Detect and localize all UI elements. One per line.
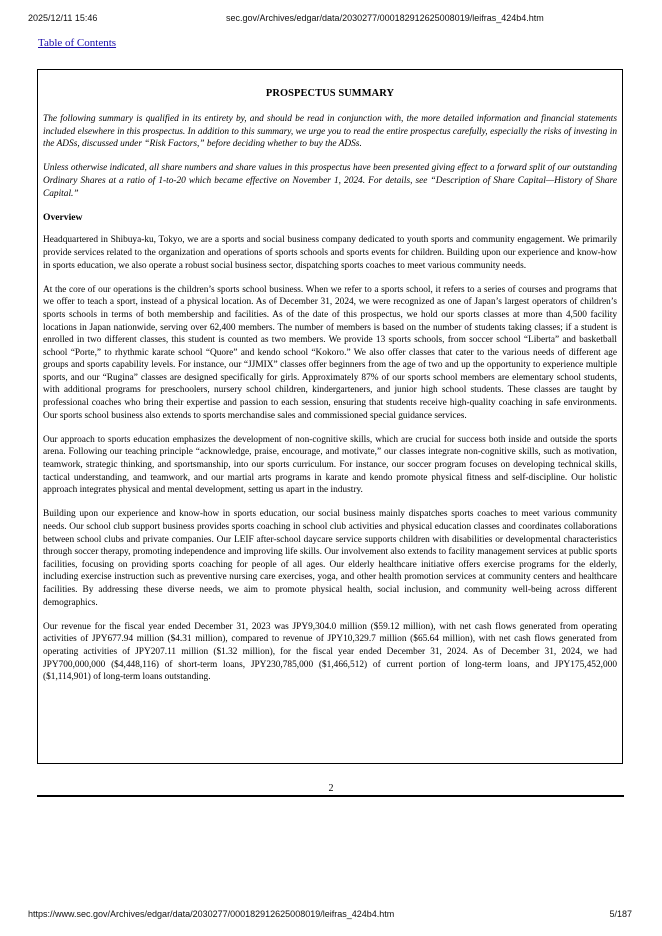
overview-paragraph: At the core of our operations is the children’s sports school business. When we refer to a sports school, it refers to a series of courses and programs that we offer to teach a sport, instead of a physical location. As of December 31, 2024, we were recognized as one of Japan’s largest operators of children’s sports schools in terms of both membership and facilities. As of the date of this prospectus, we hold our sports classes at more than 4,500 facility locations in Japan nationwide, serving over 62,400 members. The number of members is based on the number of students taking classes; if a student is enrolled in two different classes, this student is counted as two members. We provide 13 sports schools, from soccer school “Liberta” and basketball school “Porte,” to rhythmic karate school “Quore” and kendo school “Kokoro.” We also offer classes that cater to the various needs of different age groups and sports capability levels. For instance, our “JJMIX” classes offer beginners from the age of two and up the opportunity to experience multiple sports, and our “Rugina” classes are designed specifically for girls. Approximately 87% of our sports school members are elementary school students, with additional programs for preschoolers, nursery school children, kindergarteners, and junior high school students. These classes are taught by professional coaches who bring their expertise and passion to each session, ensuring that students receive high-quality coaching in safe environments. Our sports school business also extends to sports merchandise sales and commissioned special guidance services. xyxy=(43,284,617,421)
overview-paragraph: Our approach to sports education emphasizes the development of non-cognitive skills, which are crucial for success both inside and outside the sports arena. Following our teaching principle “acknowledge, praise, encourage, and motivate,” our classes integrate non-cognitive skills, such as motivation, teamwork, strategic thinking, and sportsmanship, into our sports curriculum. For instance, our soccer program focuses on developing technical skills, tactical understanding, and teamwork, and our martial arts programs in karate and kendo promote physical fitness and self-discipline. Our holistic approach integrates physical and mental development, setting us apart in the industry. xyxy=(43,434,617,496)
print-footer xyxy=(0,909,662,923)
print-header xyxy=(0,13,662,27)
prospectus-summary-box xyxy=(37,69,623,764)
footer-url: https://www.sec.gov/Archives/edgar/data/2030277/000182912625008019/leifras_424b4.htm xyxy=(28,909,395,919)
section-title: PROSPECTUS SUMMARY xyxy=(265,88,395,99)
overview-paragraph: Headquartered in Shibuya-ku, Tokyo, we are a sports and social business company dedicated to youth sports and community engagement. We primarily provide services related to the organization and operations of sports schools and sports events for children. Building upon our experience and know-how in sports education, we also operate a robust social business sector, dispatching sports coaches to meet various community needs. xyxy=(43,235,617,271)
table-of-contents-link[interactable]: Table of Contents xyxy=(38,37,117,49)
page-number: 2 xyxy=(328,783,334,794)
footer-page-count: 5/187 xyxy=(609,909,632,919)
page-divider xyxy=(37,795,624,797)
intro-paragraph: The following summary is qualified in its entirety by, and should be read in conjunction with, the more detailed information and financial statements included elsewhere in this prospectus. In addition to this summary, we urge you to read the entire prospectus carefully, especially the risks of investing in the ADSs, discussed under “Risk Factors,” before deciding whether to buy the ADSs. xyxy=(43,114,617,150)
print-datetime: 2025/12/11 15:46 xyxy=(28,13,98,23)
overview-paragraph: Our revenue for the fiscal year ended December 31, 2023 was JPY9,304.0 million ($59.12 million), with net cash flows generated from operating activities of JPY677.94 million ($4.31 million), compared to revenue of JPY10,329.7 million ($65.64 million), with net cash flows generated from operating activities of JPY207.11 million ($1.32 million), for the fiscal year ended December 31, 2024. As of December 31, 2024, we had JPY700,000,000 ($4,448,116) of short-term loans, JPY230,785,000 ($1,466,512) of current portion of long-term loans, and JPY175,452,000 ($1,114,901) of long-term loans outstanding. xyxy=(43,621,617,683)
overview-heading: Overview xyxy=(43,211,83,223)
intro-paragraph: Unless otherwise indicated, all share numbers and share values in this prospectus have been presented giving effect to a forward split of our outstanding Ordinary Shares at a ratio of 1-to-20 which became effective on November 1, 2024. For details, see “Description of Share Capital—History of Share Capital.” xyxy=(43,163,617,199)
print-url: sec.gov/Archives/edgar/data/2030277/000182912625008019/leifras_424b4.htm xyxy=(226,13,544,23)
overview-paragraph: Building upon our experience and know-how in sports education, our social business mainly dispatches sports coaches to meet various community needs. Our school club support business provides sports coaching in school club activities and physical education classes and coordinates collaborations between school clubs and private companies. Our LEIF after-school daycare service supports children with disabilities or developmental characteristics through soccer therapy, promoting independence and improving life skills. Our involvement also extends to facility management services at public sports facilities, focusing on providing sports coaching for people of all ages. Our elderly healthcare initiative offers exercise programs for the elderly, including exercise instruction such as preventive nursing care exercises, yoga, and other health promotion services at community centers and healthcare facilities. By addressing these diverse needs, we aim to promote physical health, social inclusion, and community well-being across different demographics. xyxy=(43,509,617,608)
